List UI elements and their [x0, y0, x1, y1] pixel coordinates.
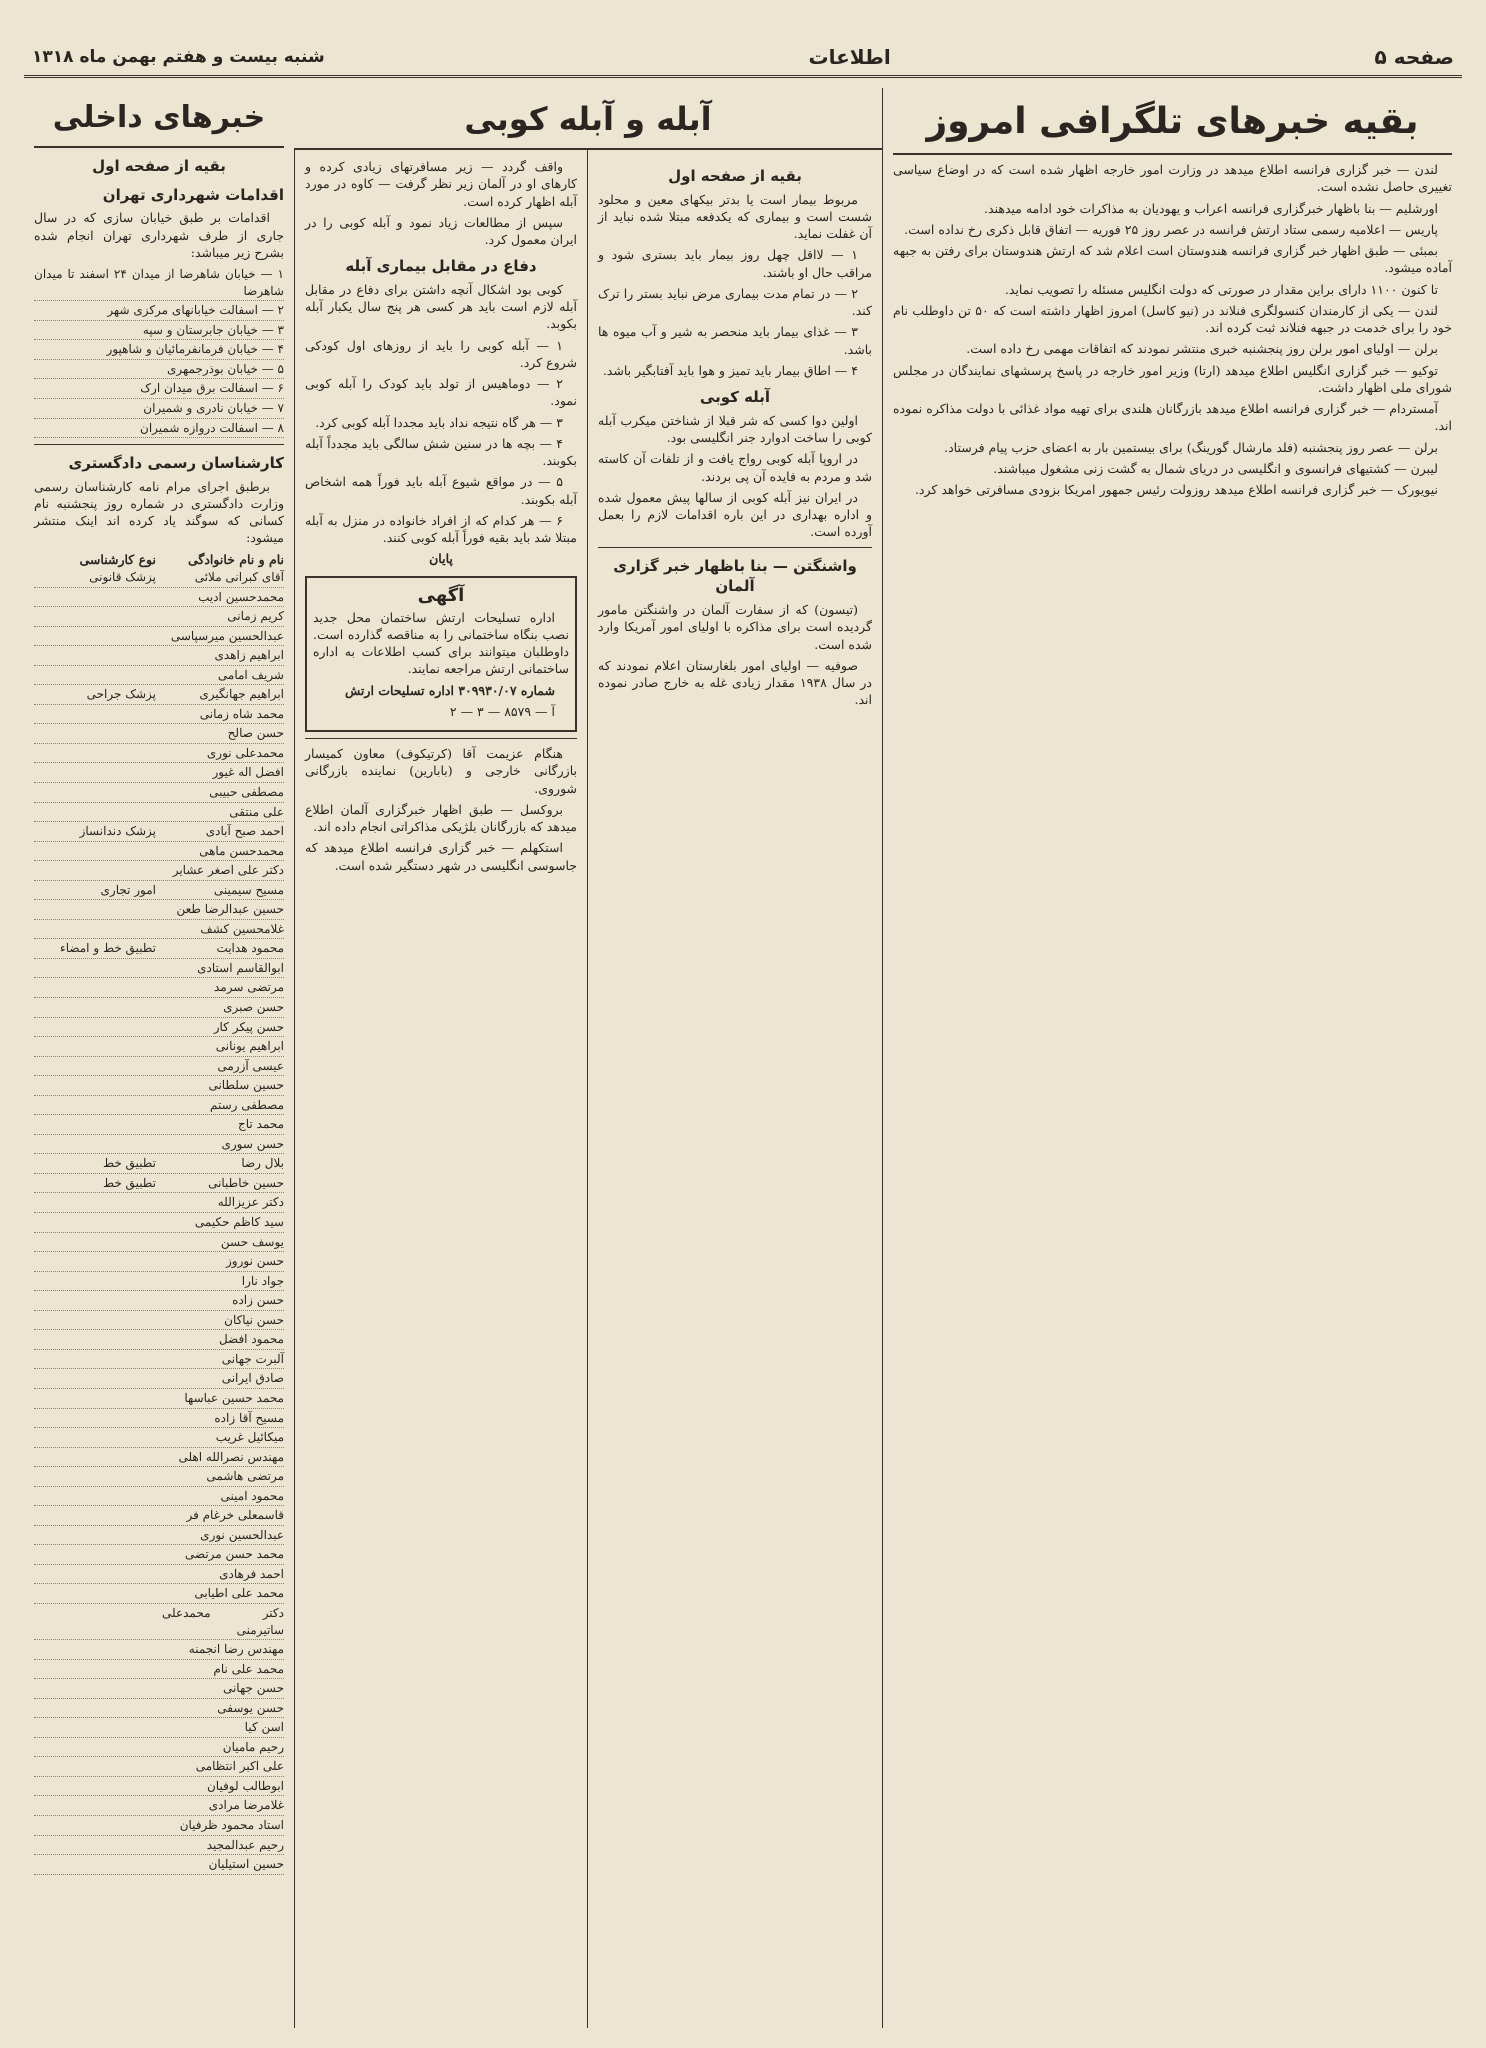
table-row	[34, 1699, 284, 1719]
paragraph: ۱ — لااقل چهل روز بیمار باید بستری شود و مراقب حال او باشند.	[598, 247, 872, 280]
expert-name: مهندس رضا انجمنه	[188, 1642, 284, 1657]
expert-type	[34, 589, 156, 606]
newspaper-page	[24, 20, 1462, 2028]
table-row	[34, 1565, 284, 1585]
table-row	[34, 1738, 284, 1758]
expert-name: مسیح آقا زاده	[214, 1410, 284, 1425]
table-row	[34, 1660, 284, 1680]
table-row	[34, 1467, 284, 1487]
expert-name: حسین استیلیان	[208, 1857, 284, 1872]
paragraph: لندن — یکی از کارمندان کنسولگری فنلاند در (نیو کاسل) امروز اظهار داشته است که ۵۰ تن داوطلب نام خود را برای خدمت در جبهه فنلاند ثبت کرده اند.	[893, 302, 1452, 336]
masthead	[24, 38, 1462, 78]
foreign-news-body	[305, 745, 577, 874]
expert-type: تطبیق خط	[102, 1156, 156, 1171]
expert-name: یوسف حسن	[220, 1234, 284, 1249]
expert-type	[34, 1739, 156, 1756]
table-row	[34, 1604, 284, 1640]
table-row	[34, 1369, 284, 1389]
divider	[34, 444, 284, 445]
paragraph: در اروپا آبله کوبی رواج یافت و از تلفات آن کاسته شد و مردم به فایده آن پی بردند.	[598, 451, 872, 484]
table-row	[34, 1154, 284, 1174]
table-row	[34, 1135, 284, 1155]
table-row	[34, 568, 284, 588]
paragraph: ۵ — در مواقع شیوع آبله باید فوراً همه اشخاص آبله بکوبند.	[305, 474, 577, 507]
expert-name: حسین عبدالرضا طعن	[176, 902, 284, 917]
expert-name: ابوالقاسم استادی	[197, 960, 284, 975]
expert-name: احمد صبح آبادی	[205, 824, 284, 839]
expert-type	[34, 1449, 156, 1466]
table-row	[34, 1291, 284, 1311]
paragraph: بمبئی — طبق اظهار خبر گزاری فرانسه هندوستان است اعلام شد که ارتش هندوستان برای رفتن به جبهه آماده میشود.	[893, 243, 1452, 276]
expert-type	[34, 1370, 156, 1387]
expert-name: عبدالحسین نوری	[200, 1527, 284, 1542]
table-row	[34, 783, 284, 803]
types-column-header: نوع کارشناسی	[79, 551, 156, 567]
expert-type	[34, 1661, 156, 1678]
expert-name: افضل اله غیور	[212, 765, 284, 780]
continued-label: بقیه از صفحه اول	[668, 167, 802, 185]
expert-name: حسن پیکر کار	[213, 1019, 284, 1034]
paragraph: ۲ — دوماهیس از تولد باید کودک را آبله کوبی نمود.	[305, 376, 577, 409]
municipality-intro: اقدامات بر طبق خیابان سازی که در سال جاری از طرف شهرداری تهران انجام شده بشرح زیر میباشد:	[34, 210, 284, 260]
expert-type	[34, 1700, 156, 1717]
expert-name: عیسی آزرمی	[217, 1058, 284, 1073]
expert-type	[34, 628, 156, 645]
paragraph: نیویورک — خبر گزاری فرانسه اطلاع میدهد روزولت رئیس جمهور امریکا بزودی مسافرتی خواهد کرد.	[914, 482, 1438, 498]
expert-name: مرتضی سرمد	[213, 980, 284, 995]
expert-type	[34, 1605, 156, 1638]
table-row	[34, 1526, 284, 1546]
table-row	[34, 1487, 284, 1507]
divider	[598, 547, 872, 548]
table-row	[34, 1389, 284, 1409]
continued-label-domestic: بقیه از صفحه اول	[92, 157, 226, 175]
table-row	[34, 666, 284, 686]
expert-name: علی منتقی	[229, 804, 284, 819]
expert-type	[34, 1390, 156, 1407]
expert-name: حسن نوروز	[226, 1254, 284, 1269]
paragraph: تا کنون ۱۱۰۰ دارای براین مقدار در صورتی که دولت انگلیس مسئله را تصویب نماید.	[1004, 281, 1438, 297]
paragraph: واقف گردد — زیر مسافرتهای زیادی کرده و کارهای او در آلمان زیر نظر گرفت — کاوه در مورد آبله اظهار کرده است.	[305, 159, 577, 209]
expert-type	[34, 1837, 156, 1854]
expert-type	[34, 843, 156, 860]
expert-type	[34, 764, 156, 781]
table-row	[34, 1311, 284, 1331]
ad-title: آگهی	[417, 584, 465, 606]
expert-type	[34, 1797, 156, 1814]
table-row	[34, 1757, 284, 1777]
paragraph: ۴ — بچه ها در سنین شش سالگی باید مجدداً آبله بکوبند.	[305, 435, 577, 469]
expert-name: محمد تاج	[238, 1117, 284, 1132]
expert-type	[34, 608, 156, 625]
paragraph: بروکسل — طبق اظهار خبرگزاری آلمان اطلاع میدهد که بازرگانان بلژیکی مذاکراتی انجام داده اند.	[305, 801, 577, 835]
expert-type: پزشک قانونی	[89, 569, 156, 584]
expert-name: اسن کیا	[244, 1720, 284, 1735]
washington-heading: واشنگتن — بنا باظهار خبر گزاری آلمان	[613, 556, 857, 596]
expert-type	[34, 745, 156, 762]
list-item: ۵ — خیابان بوذرجمهری	[34, 360, 284, 380]
table-row	[34, 607, 284, 627]
table-row	[34, 1174, 284, 1194]
expert-type	[34, 1058, 156, 1075]
expert-name: محمد علی اطیابی	[194, 1586, 284, 1601]
table-row	[34, 646, 284, 666]
expert-type	[34, 979, 156, 996]
telegraph-body	[893, 161, 1452, 498]
table-row	[34, 881, 284, 901]
expert-type	[34, 1331, 156, 1348]
table-row	[34, 900, 284, 920]
expert-type	[34, 1468, 156, 1485]
table-row	[34, 1428, 284, 1448]
ad-footer: شماره ۳۰۹۹۳۰/۰۷ اداره تسلیحات ارتش	[345, 682, 555, 698]
paragraph: لندن — خبر گزاری فرانسه اطلاع میدهد در وزارت امور خارجه اظهار شده است که در اوضاع سیاسی تغییری حاصل نشده است.	[893, 162, 1452, 195]
expert-type	[34, 804, 156, 821]
expert-type	[34, 1116, 156, 1133]
expert-name: محمد شاه زمانی	[199, 706, 284, 721]
expert-type	[34, 1856, 156, 1873]
paragraph: ۱ — آبله کوبی را باید از روزهای اول کودکی شروع کرد.	[305, 337, 577, 370]
page-number: صفحه ۵	[1374, 44, 1454, 69]
columns	[24, 88, 1462, 2028]
expert-name: عبدالحسین میرسپاسی	[170, 628, 284, 643]
experts-list	[34, 568, 284, 1875]
expert-name: محمود امینی	[220, 1488, 284, 1503]
table-row	[34, 1855, 284, 1875]
list-item: ۸ — اسفالت دروازه شمیران	[34, 419, 284, 439]
vaccination-body	[598, 412, 872, 541]
expert-type	[34, 1585, 156, 1602]
ad-code: آ — ۸۵۷۹ — ۳ — ۲	[449, 703, 555, 719]
list-item: ۳ — خیابان جابرستان و سپه	[34, 321, 284, 341]
municipality-list	[34, 265, 284, 438]
expert-name: بلال رضا	[241, 1156, 284, 1171]
paragraph: در ایران نیز آبله کوبی از سالها پیش معمول شده و اداره بهداری در این باره اقدامات لازم را بعمل آورده است.	[598, 489, 872, 540]
table-row	[34, 1640, 284, 1660]
paragraph: استکهلم — خبر گزاری فرانسه اطلاع میدهد که جاسوسی انگلیسی در شهر دستگیر شده است.	[305, 840, 577, 873]
expert-name: محمد حسن مرتضی	[184, 1547, 284, 1562]
expert-type	[34, 960, 156, 977]
table-row	[34, 1057, 284, 1077]
municipality-title: اقدامات شهرداری تهران	[102, 185, 284, 204]
domestic-headline: خبرهای داخلی	[34, 94, 284, 148]
table-row	[34, 1272, 284, 1292]
expert-type	[34, 647, 156, 664]
expert-type	[34, 999, 156, 1016]
expert-type	[34, 1507, 156, 1524]
expert-name: حسن صالح	[227, 726, 284, 741]
expert-type: تطبیق خط	[102, 1175, 156, 1190]
expert-type	[34, 725, 156, 742]
expert-type	[34, 1253, 156, 1270]
expert-name: مسیح سیمینی	[213, 882, 284, 897]
experts-table-header	[34, 551, 284, 568]
expert-name: آقای کبرانی ملائی	[194, 569, 284, 584]
table-row	[34, 1816, 284, 1836]
expert-name: غلامحسین کشف	[200, 921, 284, 936]
expert-name: استاد محمود ظرفیان	[179, 1817, 284, 1832]
list-item: ۷ — خیابان نادری و شمیران	[34, 399, 284, 419]
table-row	[34, 1506, 284, 1526]
table-row	[34, 822, 284, 842]
paragraph: کوبی بود اشکال آنچه داشتن برای دفاع در مقابل آبله لازم است باید هر کسی هر پنج سال یکبار آبله بکوبد.	[305, 281, 577, 332]
table-row	[34, 998, 284, 1018]
paragraph: مربوط بیمار است یا بدتر بیکهای معین و محلود شست است و بیماری که یکدفعه مبتلا شده نباید از آن غفلت نماید.	[598, 191, 872, 242]
table-row	[34, 1213, 284, 1233]
list-item: ۱ — خیابان شاهرضا از میدان ۲۴ اسفند تا میدان شاهرضا	[34, 265, 284, 301]
table-row	[34, 685, 284, 705]
table-row	[34, 627, 284, 647]
paragraph: ۶ — هر کدام که از افراد خانواده در منزل به آبله مبتلا شد باید بقیه فوراً آبله کوبی کنند.	[305, 512, 577, 546]
smallpox-body-2	[305, 158, 577, 248]
table-row	[34, 1233, 284, 1253]
newspaper-name: اطلاعات	[808, 44, 891, 69]
expert-type	[34, 1758, 156, 1775]
expert-type	[34, 862, 156, 879]
expert-name: حسن یوسفی	[217, 1700, 284, 1715]
expert-name: قاسمعلی خرغام فر	[186, 1508, 284, 1523]
paragraph: لیبرن — کشتیهای فرانسوی و انگلیسی در دریای شمال به گشت زنی مشغول میباشند.	[993, 460, 1438, 476]
expert-name: محمود هدایت	[216, 941, 284, 956]
expert-name: حسن زاده	[232, 1293, 284, 1308]
table-row	[34, 1350, 284, 1370]
expert-name: مرتضی هاشمی	[206, 1469, 284, 1484]
table-row	[34, 861, 284, 881]
expert-type	[34, 1778, 156, 1795]
table-row	[34, 1076, 284, 1096]
expert-name: کریم زمانی	[227, 609, 284, 624]
experts-title: کارشناسان رسمی دادگستری	[68, 454, 284, 473]
column-smallpox-1	[587, 88, 882, 2028]
expert-name: حسن جهانی	[222, 1681, 284, 1696]
expert-type	[34, 1312, 156, 1329]
expert-name: محمد علی نام	[213, 1661, 284, 1676]
defense-heading: دفاع در مقابل بیماری آبله	[345, 257, 537, 276]
expert-type	[34, 1038, 156, 1055]
experts-intro: برطبق اجرای مرام نامه کارشناسان رسمی وزارت دادگستری در شماره روز پنجشنبه نام کسانی که سوگند یاد کرده اند اینک منتشر میشود:	[34, 478, 284, 546]
table-row	[34, 1096, 284, 1116]
paragraph: پاریس — اعلامیه رسمی ستاد ارتش فرانسه در عصر روز ۲۵ فوریه — اتفاق قابل ذکری رخ نداده است.	[904, 221, 1438, 237]
table-row	[34, 1193, 284, 1213]
column-telegraph-news	[882, 88, 1462, 2028]
paragraph: سپس از مطالعات زیاد نمود و آبله کوبی را در ایران معمول کرد.	[305, 214, 577, 247]
washington-body	[598, 601, 872, 709]
expert-type	[34, 1292, 156, 1309]
table-row	[34, 1409, 284, 1429]
paragraph: ۳ — هر گاه نتیجه نداد باید مجددا آبله کوبی کرد.	[315, 414, 563, 430]
list-item: ۴ — خیابان فرمانفرمائیان و شاهپور	[34, 340, 284, 360]
divider	[305, 738, 577, 739]
list-item: ۲ — اسفالت خیابانهای مرکزی شهر	[34, 301, 284, 321]
expert-type	[34, 1194, 156, 1211]
table-row	[34, 842, 284, 862]
table-row	[34, 1836, 284, 1856]
expert-type	[34, 1077, 156, 1094]
telegraph-headline: بقیه خبرهای تلگرافی امروز	[893, 94, 1452, 155]
expert-type	[34, 1817, 156, 1834]
expert-name: میکائیل غریب	[215, 1430, 284, 1445]
vaccination-heading: آبله کوبی	[699, 388, 771, 407]
defense-body	[305, 281, 577, 547]
expert-name: سید کاظم حکیمی	[194, 1215, 284, 1230]
expert-type: پزشک دندانساز	[79, 824, 156, 839]
expert-name: حسین سلطانی	[208, 1078, 284, 1093]
expert-name: محمود افضل	[218, 1332, 284, 1347]
expert-name: احمد فرهادی	[219, 1566, 284, 1581]
expert-name: دکتر محمدعلی ساتیرمنی	[162, 1605, 284, 1637]
expert-type: پزشک جراحی	[86, 687, 156, 702]
expert-name: ابراهیم یونانی	[215, 1039, 284, 1054]
expert-name: رحیم مامیان	[222, 1739, 284, 1754]
expert-type	[34, 1410, 156, 1427]
list-item: ۶ — اسفالت برق میدان ارک	[34, 379, 284, 399]
expert-name: مصطفی رستم	[209, 1097, 284, 1112]
expert-type: امور تجاری	[100, 882, 156, 897]
advertisement-box	[305, 576, 577, 732]
expert-name: ابراهیم زاهدی	[214, 648, 284, 663]
table-row	[34, 1018, 284, 1038]
expert-name: حسن نیاکان	[224, 1312, 284, 1327]
expert-name: حسین خاطبانی	[208, 1175, 284, 1190]
expert-name: شریف امامی	[217, 667, 284, 682]
expert-type	[34, 1546, 156, 1563]
paragraph: اولین دوا کسی که شر قبلا از شناختن میکرب آبله کوبی را ساخت ادوارد جنر انگلیسی بود.	[598, 412, 872, 446]
expert-name: مهندس نصرالله اهلی	[178, 1449, 284, 1464]
table-row	[34, 1777, 284, 1797]
article-headline-smallpox: آبله و آبله کوبی	[294, 88, 882, 150]
paragraph: صوفیه — اولیای امور بلغارستان اعلام نمودند که در سال ۱۹۳۸ مقدار زیادی غله به خارج صادر نموده اند.	[598, 657, 872, 708]
table-row	[34, 724, 284, 744]
paragraph: توکیو — خبر گزاری انگلیس اطلاع میدهد (ارتا) وزیر امور خارجه در پاسخ پرسشهای نمایندگان در مجلس شورای ملی اظهار داشت.	[893, 362, 1452, 395]
expert-name: حسن سوری	[221, 1136, 284, 1151]
expert-name: محمدحسین ادیب	[198, 589, 284, 604]
paragraph: هنگام عزیمت آقا (کرتیکوف) معاون کمیسار بازرگانی خارجی و (بابارین) نماینده بازرگانی شوروی.	[305, 746, 577, 796]
expert-name: محمدعلی نوری	[206, 745, 284, 760]
ad-text: اداره تسلیحات ارتش ساختمان محل جدید نصب بنگاه ساختمانی را به مناقصه گذارده است. داوطلبان میتوانند برای کسب اطلاعات به اداره ساختمانی ارتش مراجعه نمایند.	[313, 609, 569, 677]
expert-type	[34, 784, 156, 801]
expert-name: مصطفی حبیبی	[209, 785, 284, 799]
table-row	[34, 1330, 284, 1350]
table-row	[34, 763, 284, 783]
expert-type	[34, 1527, 156, 1544]
paragraph: آمستردام — خبر گزاری فرانسه اطلاع میدهد بازرگانان هلندی برای تهیه مواد غذائی با دولت مذاکره نموده اند.	[893, 401, 1452, 434]
paragraph: ۳ — غذای بیمار باید منحصر به شیر و آب میوه ها باشد.	[598, 324, 872, 357]
expert-type	[34, 1214, 156, 1231]
paragraph: برلن — اولیای امور برلن روز پنجشنبه خبری منتشر نمودند که اتفاقات مهمی رخ داده است.	[966, 341, 1438, 357]
table-row	[34, 959, 284, 979]
table-row	[34, 920, 284, 940]
expert-name: رحیم عبدالمجید	[206, 1837, 284, 1852]
table-row	[34, 705, 284, 725]
expert-type	[34, 706, 156, 723]
table-row	[34, 1037, 284, 1057]
expert-type	[34, 1680, 156, 1697]
expert-type	[34, 901, 156, 918]
paragraph: ۴ — اطاق بیمار باید تمیز و هوا باید آفتابگیر باشد.	[602, 362, 858, 378]
expert-type	[34, 1019, 156, 1036]
table-row	[34, 939, 284, 959]
paragraph: اورشلیم — بنا باظهار خبرگزاری فرانسه اعراب و یهودیان به مذاکرات خود ادامه میدهند.	[984, 200, 1438, 216]
expert-type	[34, 1136, 156, 1153]
expert-type	[34, 921, 156, 938]
expert-name: محمد حسین عباسها	[184, 1390, 284, 1405]
table-row	[34, 1115, 284, 1135]
names-column-header: نام و نام خانوادگی	[187, 551, 284, 567]
table-row	[34, 803, 284, 823]
expert-type	[34, 1097, 156, 1114]
expert-name: علی اکبر انتظامی	[195, 1759, 284, 1774]
expert-name: ابراهیم جهانگیری	[199, 687, 284, 702]
table-row	[34, 1252, 284, 1272]
expert-name: ابوطالب لوفیان	[206, 1778, 284, 1793]
smallpox-body	[598, 191, 872, 380]
column-smallpox-2	[294, 88, 587, 2028]
expert-type	[34, 1641, 156, 1658]
expert-name: دکتر عزیزالله	[217, 1195, 284, 1210]
table-row	[34, 1448, 284, 1468]
expert-name: محمدحسن ماهی	[199, 843, 284, 858]
table-row	[34, 1545, 284, 1565]
expert-name: جواد نارا	[241, 1273, 284, 1288]
table-row	[34, 588, 284, 608]
expert-type	[34, 1719, 156, 1736]
table-row	[34, 1679, 284, 1699]
expert-name: غلامرضا مرادی	[208, 1798, 284, 1813]
column-domestic-news	[24, 88, 294, 2028]
paragraph: برلن — عصر روز پنجشنبه (فلد مارشال گورینگ) برای بیستمین بار به اعضای حزب پیام فرستاد.	[944, 439, 1438, 455]
paragraph: ۲ — در تمام مدت بیماری مرض نباید بستر را ترک کند.	[598, 285, 872, 319]
expert-type	[34, 1566, 156, 1583]
expert-type	[34, 1351, 156, 1368]
table-row	[34, 1796, 284, 1816]
expert-type	[34, 667, 156, 684]
expert-type	[34, 1234, 156, 1251]
expert-name: دکتر علی اصغر عشایر	[172, 863, 284, 878]
table-row	[34, 978, 284, 998]
expert-type	[34, 1488, 156, 1505]
expert-name: آلبرت جهانی	[221, 1351, 284, 1366]
expert-type: تطبیق خط و امضاء	[60, 941, 156, 956]
expert-name: صادق ایرانی	[221, 1371, 284, 1386]
table-row	[34, 744, 284, 764]
issue-date: شنبه بیست و هفتم بهمن ماه ۱۳۱۸	[32, 46, 325, 67]
paragraph: (تیسون) که از سفارت آلمان در واشنگتن مامور گردیده است برای مذاکره با اولیای امور آمریکا وارد شده است.	[598, 602, 872, 652]
expert-type	[34, 1429, 156, 1446]
table-row	[34, 1584, 284, 1604]
expert-name: حسن صبری	[223, 1000, 284, 1015]
end-mark: پایان	[429, 551, 453, 567]
expert-type	[34, 1273, 156, 1290]
table-row	[34, 1718, 284, 1738]
